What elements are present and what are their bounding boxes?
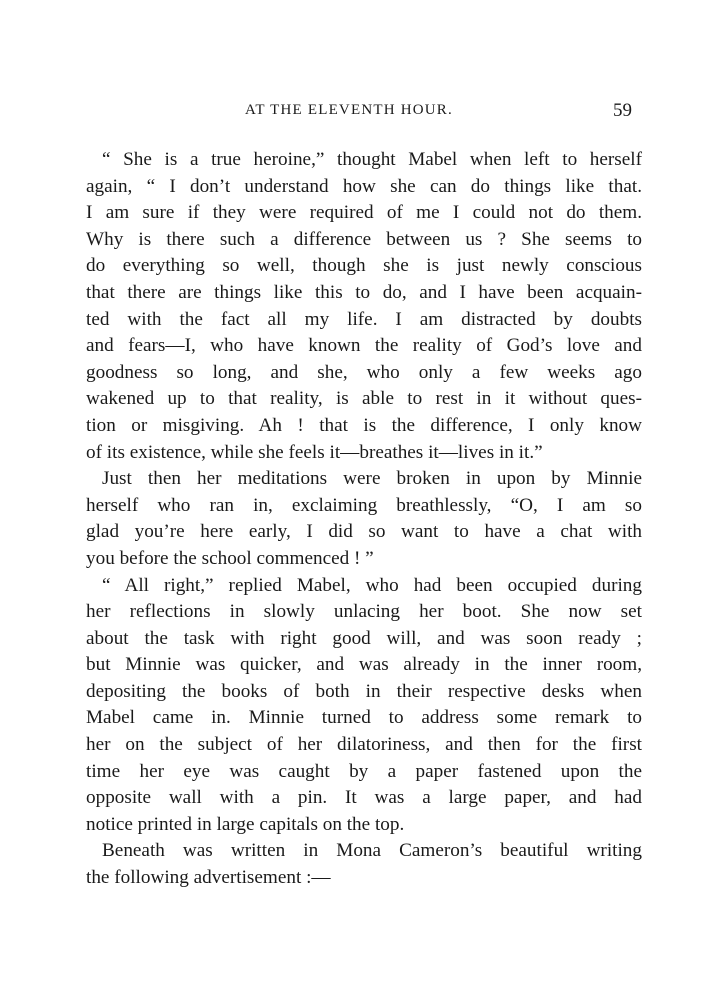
text-line: opposite wall with a pin. It was a large paper, and had [86,787,642,809]
text-line: the following advertisement :— [86,867,331,889]
text-line: I am sure if they were required of me I could not do them. [86,202,642,224]
text-line: her reflections in slowly unlacing her boot. She now set [86,601,642,623]
text-line: depositing the books of both in their respective desks when [86,680,642,702]
running-title: AT THE ELEVENTH HOUR. [245,102,453,118]
text-line: again, “ I don’t understand how she can do things like that. [86,175,642,197]
paragraph [86,147,642,466]
text-line: “ All right,” replied Mabel, who had been occupied during [102,574,642,596]
paragraph [86,838,642,891]
text-line: herself who ran in, exclaiming breathlessly, “O, I am so [86,494,642,516]
text-line: notice printed in large capitals on the top. [86,813,405,835]
text-line: of its existence, while she feels it—breathes it—lives in it.” [86,441,543,463]
body-text [86,147,642,892]
text-line: but Minnie was quicker, and was already in the inner room, [86,654,642,676]
text-line: ted with the fact all my life. I am distracted by doubts [86,308,642,330]
text-line: “ She is a true heroine,” thought Mabel when left to herself [102,149,642,170]
text-line: goodness so long, and she, who only a few weeks ago [86,361,642,383]
text-line: about the task with right good will, and was soon ready ; [86,627,642,649]
text-line: glad you’re here early, I did so want to have a chat with [86,521,642,543]
text-line: wakened up to that reality, is able to rest in it without ques- [86,388,642,410]
text-line: Just then her meditations were broken in upon by Minnie [102,468,642,490]
text-line: and fears—I, who have known the reality of God’s love and [86,335,642,357]
text-line: tion or misgiving. Ah ! that is the difference, I only know [86,414,642,436]
text-line: time her eye was caught by a paper fastened upon the [86,760,642,782]
text-line: that there are things like this to do, and I have been acquain- [86,281,642,303]
text-line: her on the subject of her dilatoriness, and then for the first [86,734,642,756]
text-line: Why is there such a difference between us ? She seems to [86,228,642,250]
paragraph [86,466,642,572]
text-line: you before the school commenced ! ” [86,547,374,569]
paragraph [86,573,642,839]
text-line: Beneath was written in Mona Cameron’s beautiful writing [102,840,642,862]
text-line: Mabel came in. Minnie turned to address some remark to [86,707,642,729]
text-line: do everything so well, though she is just newly conscious [86,255,642,277]
page-number: 59 [613,100,632,121]
